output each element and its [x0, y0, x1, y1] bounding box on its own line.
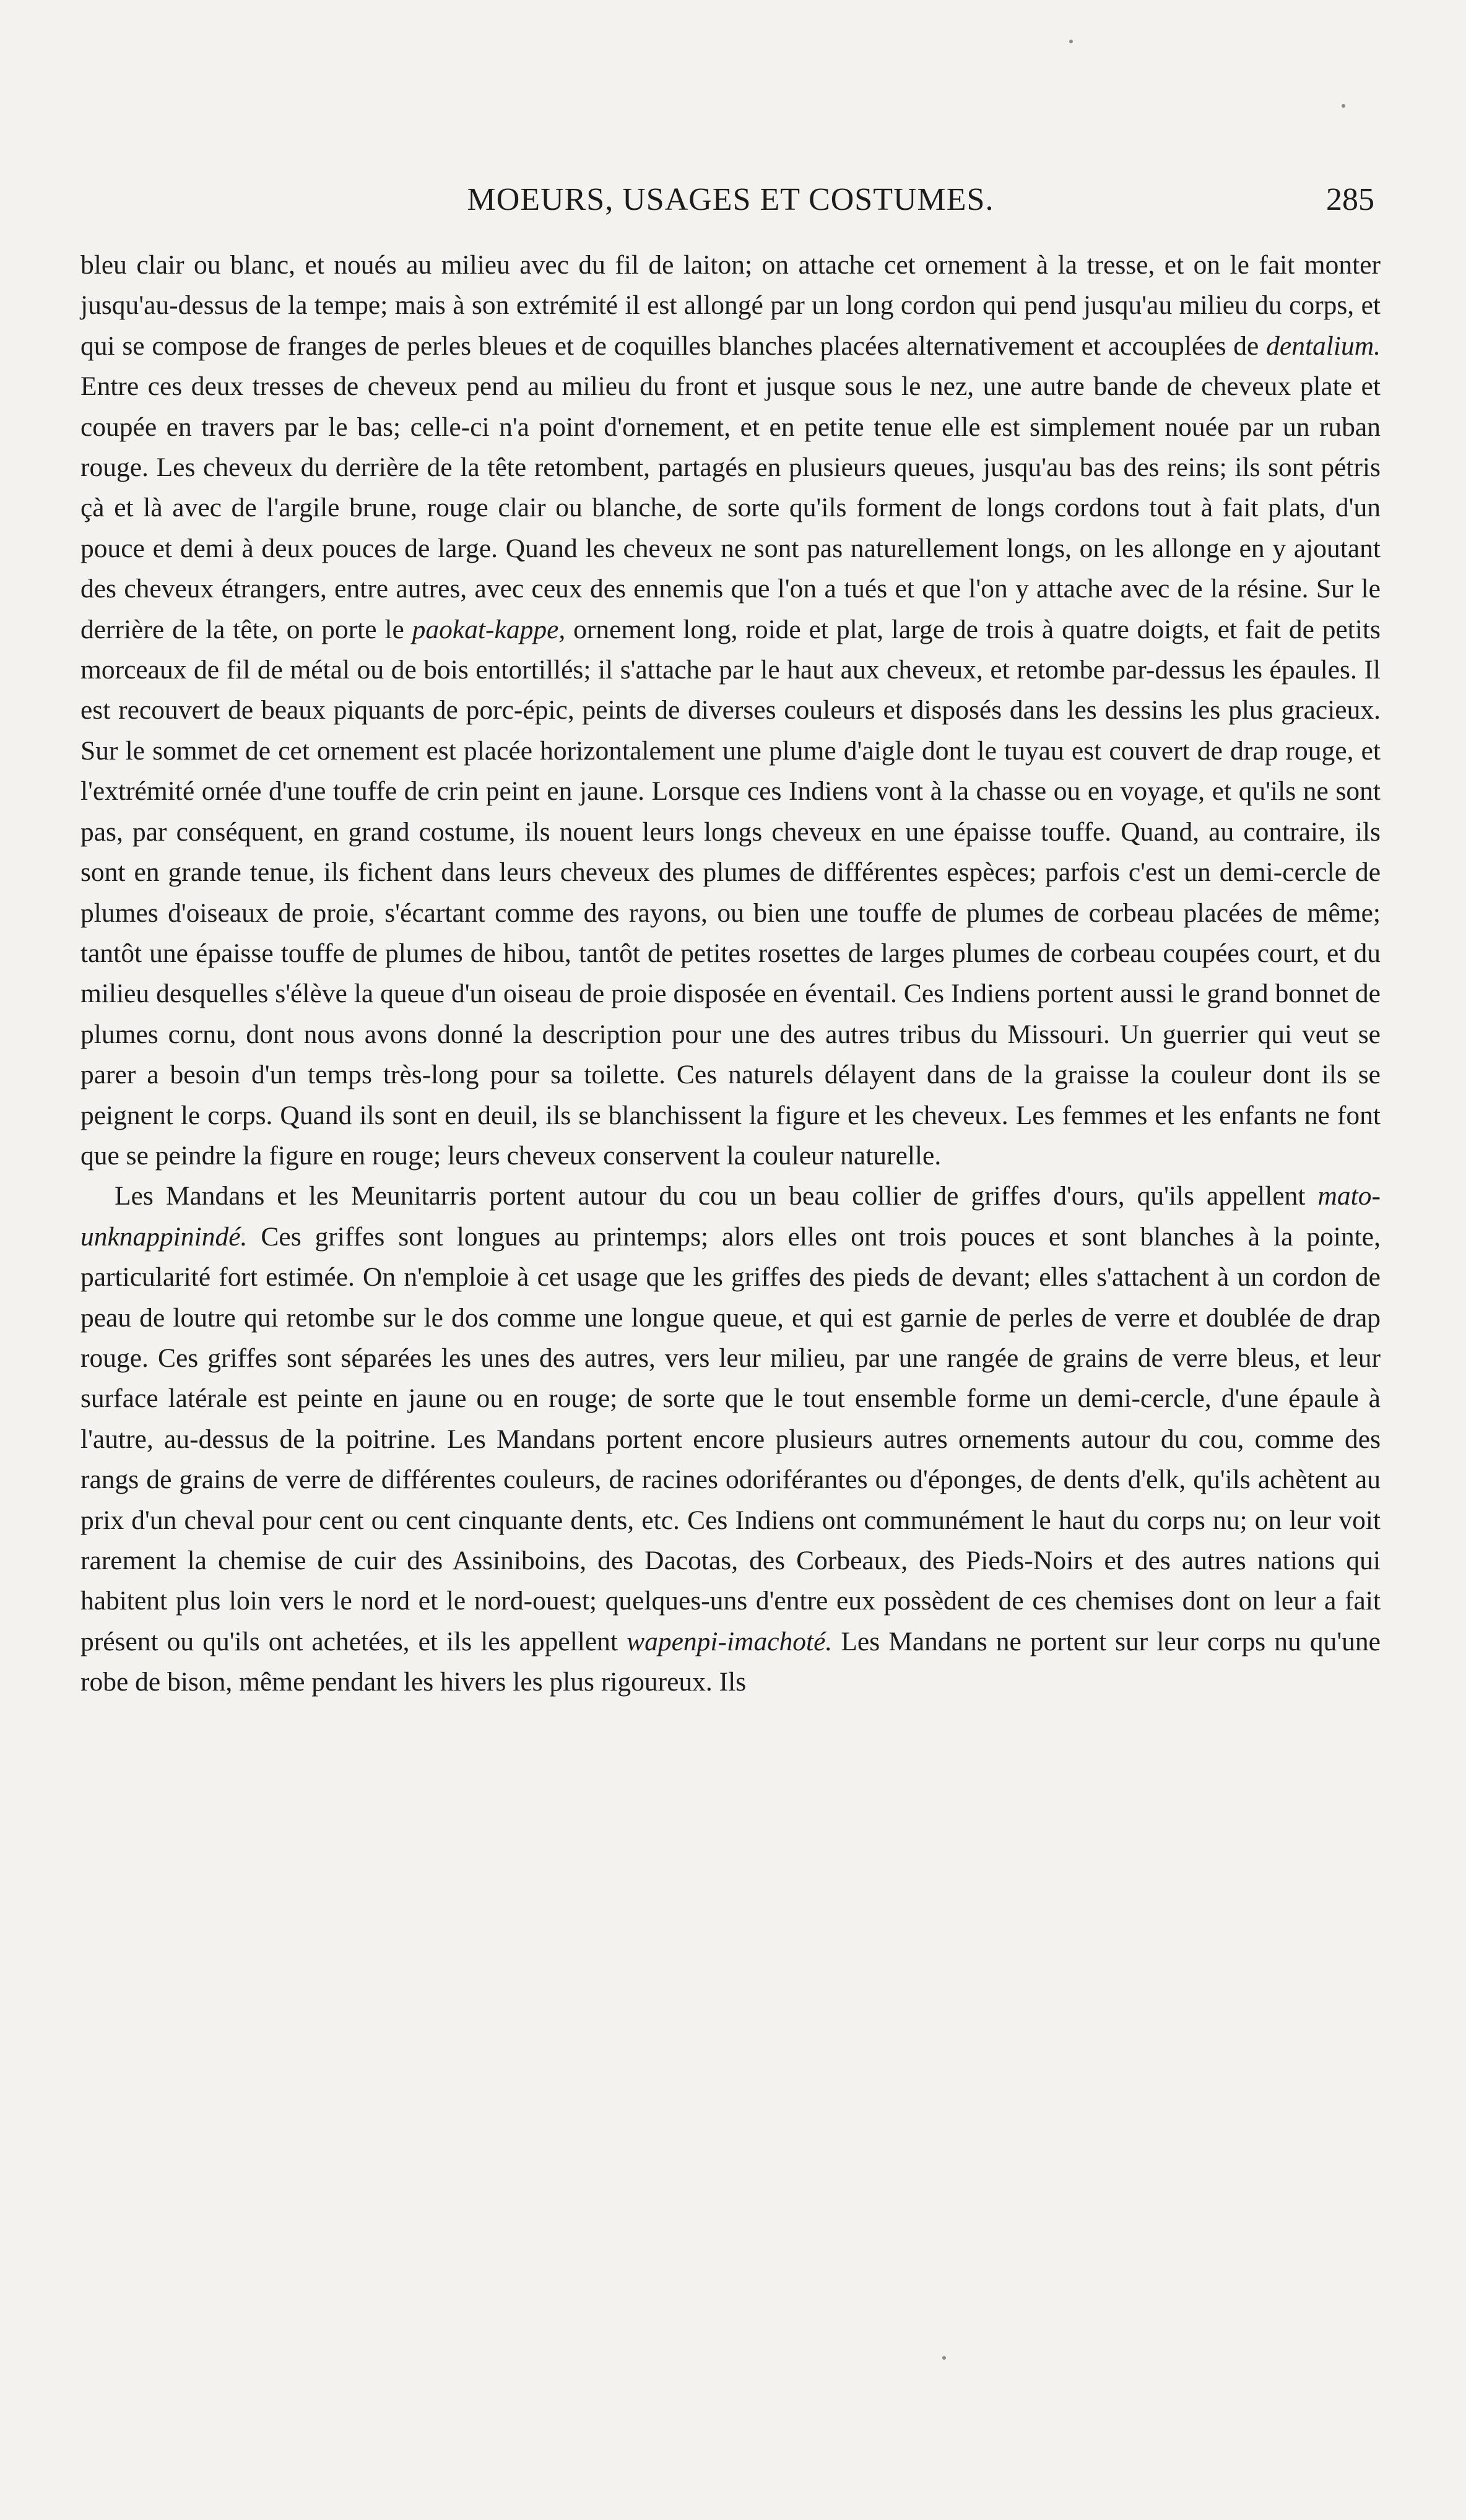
paragraph-2-italic-term-1: mato-unknappinindé.: [80, 1181, 1381, 1252]
paragraph-2: [80, 1176, 1381, 1702]
running-title: MOEURS, USAGES ET COSTUMES.: [467, 182, 994, 217]
paper-speck: [1069, 40, 1073, 43]
paragraph-1: [80, 245, 1381, 1176]
running-header: [80, 178, 1381, 222]
paragraph-1-italic-term-2: paokat-kappe,: [412, 614, 566, 644]
paragraph-1-text-3: ornement long, roide et plat, large de trois à quatre doigts, et fait de petits morceaux de fil de métal ou de bois entortillés; il s'attache par le haut aux cheveux, et retombe par-dessus les épaules. Il est recouvert de beaux piquants de porc-épic, peints de diverses couleurs et disposés dans les dessins les plus gracieux. Sur le sommet de cet ornement est placée horizontalement une plume d'aigle dont le tuyau est couvert de drap rouge, et l'extrémité ornée d'une touffe de crin peint en jaune. Lorsque ces Indiens vont à la chasse ou en voyage, et qu'ils ne sont pas, par conséquent, en grand costume, ils nouent leurs longs cheveux en une épaisse touffe. Quand, au contraire, ils sont en grande tenue, ils fichent dans leurs cheveux des plumes de différentes espèces; parfois c'est un demi-cercle de plumes d'oiseaux de proie, s'écartant comme des rayons, ou bien une touffe de plumes de corbeau placées de même; tantôt une épaisse touffe de plumes de hibou, tantôt de petites rosettes de larges plumes de corbeau coupées court, et du milieu desquelles s'élève la queue d'un oiseau de proie disposée en éventail. Ces Indiens portent aussi le grand bonnet de plumes cornu, dont nous avons donné la description pour une des autres tribus du Missouri. Un guerrier qui veut se parer a besoin d'un temps très-long pour sa toilette. Ces naturels délayent dans de la graisse la couleur dont ils se peignent le corps. Quand ils sont en deuil, ils se blanchissent la figure et les cheveux. Les femmes et les enfants ne font que se peindre la figure en rouge; leurs cheveux conservent la couleur naturelle.: [80, 614, 1381, 1171]
page-number: 285: [1326, 182, 1374, 217]
paragraph-2-italic-term-2: wapenpi-imachoté.: [627, 1626, 833, 1656]
body-text: [80, 245, 1381, 1703]
paper-speck: [1342, 104, 1345, 108]
paragraph-1-text-2: Entre ces deux tresses de cheveux pend au milieu du front et jusque sous le nez, une autre bande de cheveux plate et coupée en travers par le bas; celle-ci n'a point d'ornement, et en petite tenue elle est simplement nouée par un ruban rouge. Les cheveux du derrière de la tête retombent, partagés en plusieurs queues, jusqu'au bas des reins; ils sont pétris çà et là avec de l'argile brune, rouge clair ou blanche, de sorte qu'ils forment de longs cordons tout à fait plats, d'un pouce et demi à deux pouces de large. Quand les cheveux ne sont pas naturellement longs, on les allonge en y ajoutant des cheveux étrangers, entre autres, avec ceux des ennemis que l'on a tués et que l'on y attache avec de la résine. Sur le derrière de la tête, on porte le: [80, 371, 1381, 644]
paragraph-2-text-2: Ces griffes sont longues au printemps; alors elles ont trois pouces et sont blanches à la pointe, particularité fort estimée. On n'emploie à cet usage que les griffes des pieds de devant; elles s'attachent à un cordon de peau de loutre qui retombe sur le dos comme une longue queue, et qui est garnie de perles de verre et doublée de drap rouge. Ces griffes sont séparées les unes des autres, vers leur milieu, par une rangée de grains de verre bleus, et leur surface latérale est peinte en jaune ou en rouge; de sorte que le tout ensemble forme un demi-cercle, d'une épaule à l'autre, au-dessus de la poitrine. Les Mandans portent encore plusieurs autres ornements autour du cou, comme des rangs de grains de verre de différentes couleurs, de racines odoriférantes ou d'éponges, de dents d'elk, qu'ils achètent au prix d'un cheval pour cent ou cent cinquante dents, etc. Ces Indiens ont communément le haut du corps nu; on leur voit rarement la chemise de cuir des Assiniboins, des Dacotas, des Corbeaux, des Pieds-Noirs et des autres nations qui habitent plus loin vers le nord et le nord-ouest; quelques-uns d'entre eux possèdent de ces chemises dont on leur a fait présent ou qu'ils ont achetées, et ils les appellent: [80, 1221, 1381, 1656]
paper-speck: [942, 2356, 946, 2360]
paragraph-1-italic-term-1: dentalium.: [1266, 331, 1381, 361]
paragraph-1-text-1: bleu clair ou blanc, et noués au milieu avec du fil de laiton; on attache cet ornement à la tresse, et on le fait monter jusqu'au-dessus de la tempe; mais à son extrémité il est allongé par un long cordon qui pend jusqu'au milieu du corps, et qui se compose de franges de perles bleues et de coquilles blanches placées alternativement et accouplées de: [80, 250, 1381, 361]
paragraph-2-text-1: Les Mandans et les Meunitarris portent autour du cou un beau collier de griffes d'ours, qu'ils appellent: [115, 1181, 1318, 1211]
paragraph-2-text-3: Les Mandans ne portent sur leur corps nu qu'une robe de bison, même pendant les hivers les plus rigoureux. Ils: [80, 1626, 1381, 1697]
